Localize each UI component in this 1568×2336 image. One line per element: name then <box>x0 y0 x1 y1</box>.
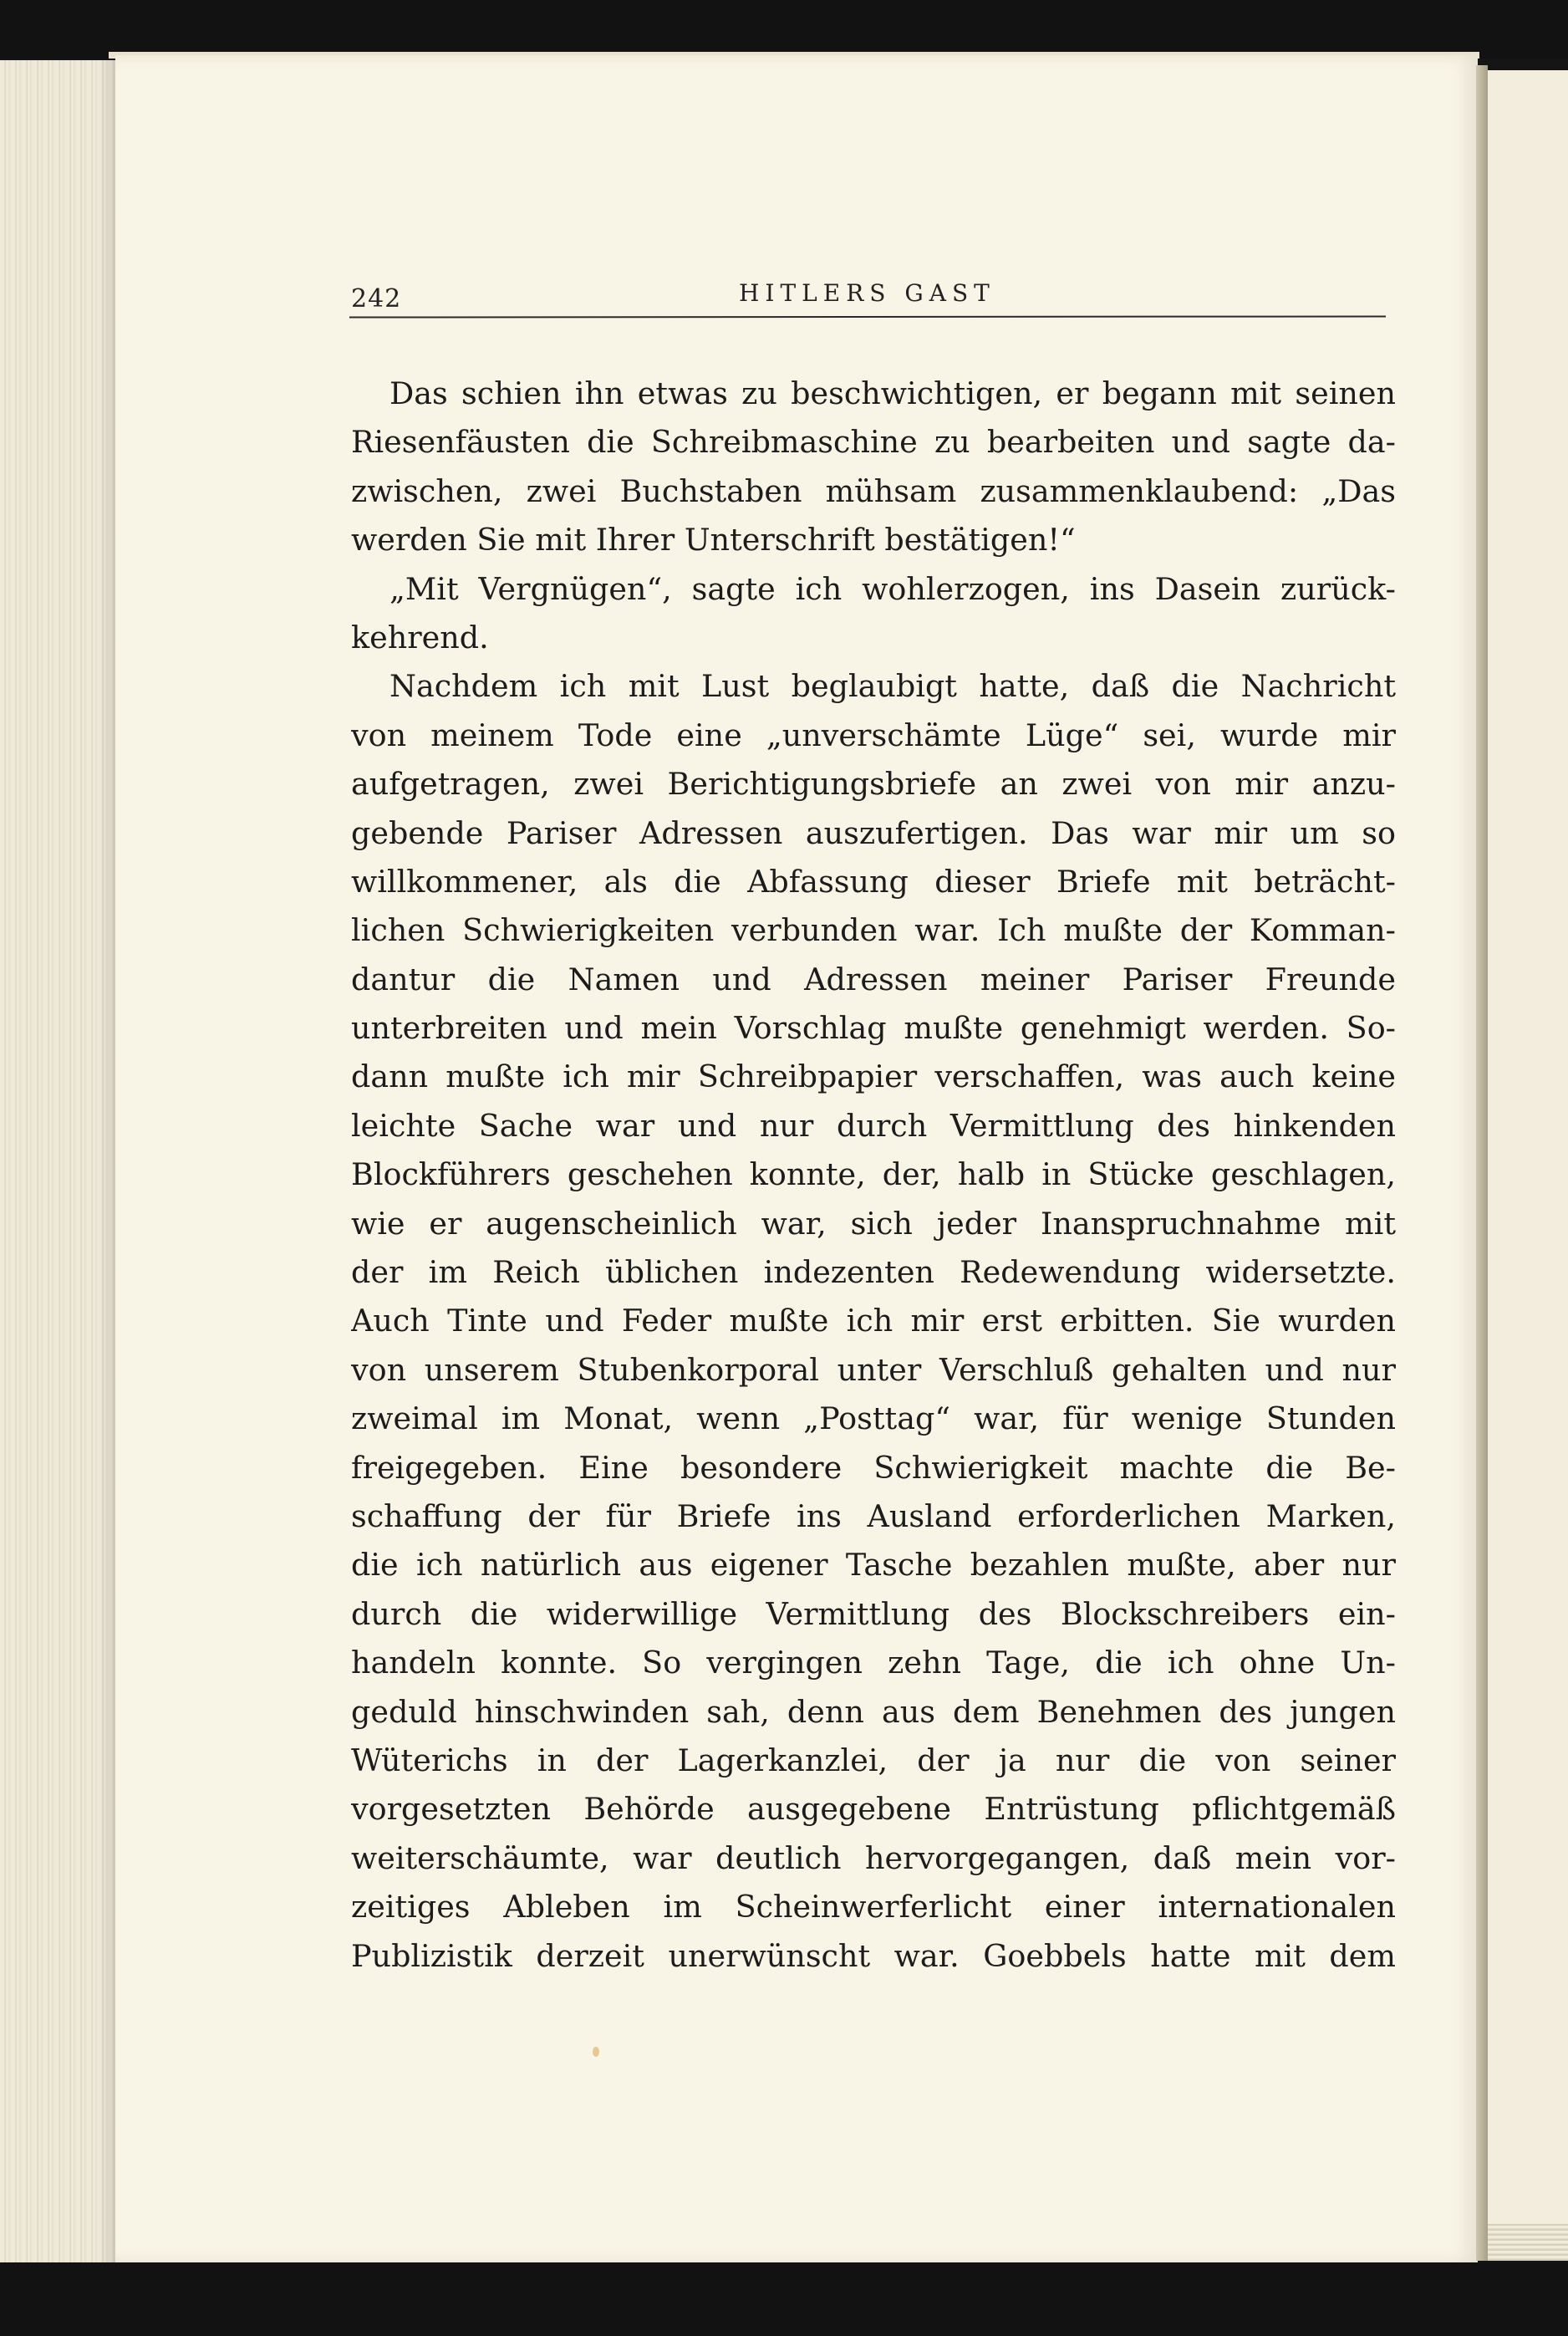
text-line: Blockführers geschehen konnte, der, halb in Stücke geschlagen, <box>351 1156 1396 1193</box>
scan-background-top <box>0 0 1568 59</box>
text-line: von unserem Stubenkorporal unter Verschluß gehalten und nur <box>351 1351 1396 1388</box>
running-title: HITLERS GAST <box>739 279 995 307</box>
text-line: Auch Tinte und Feder mußte ich mir erst erbitten. Sie wurden <box>351 1303 1396 1339</box>
text-line: Das schien ihn etwas zu beschwichtigen, er begann mit seinen <box>389 375 1396 411</box>
text-line: unterbreiten und mein Vorschlag mußte genehmigt werden. So- <box>351 1010 1396 1047</box>
text-line: durch die widerwillige Vermittlung des Blockschreibers ein- <box>351 1595 1396 1632</box>
text-line: Riesenfäusten die Schreibmaschine zu bearbeiten und sagte da- <box>351 424 1396 461</box>
text-line: Publizistik derzeit unerwünscht war. Goebbels hatte mit dem <box>351 1937 1396 1974</box>
text-line: der im Reich üblichen indezenten Redewendung widersetzte. <box>351 1254 1396 1291</box>
facing-page-leaves <box>1488 2224 1568 2261</box>
text-line: aufgetragen, zwei Berichtigungsbriefe an zwei von mir anzu- <box>351 766 1396 803</box>
text-line: kehrend. <box>351 619 489 655</box>
text-line: vorgesetzten Behörde ausgegebene Entrüstung pflichtgemäß <box>351 1791 1396 1828</box>
text-line: zwischen, zwei Buchstaben mühsam zusammenklaubend: „Das <box>351 472 1396 509</box>
text-line: lichen Schwierigkeiten verbunden war. Ich mußte der Komman- <box>351 912 1396 949</box>
text-line: dantur die Namen und Adressen meiner Pariser Freunde <box>351 961 1396 997</box>
text-line: Wüterichs in der Lagerkanzlei, der ja nur die von seiner <box>351 1742 1396 1778</box>
book-gutter <box>1476 65 1488 2261</box>
text-line: gebende Pariser Adressen auszufertigen. Das war mir um so <box>351 814 1396 851</box>
text-line: die ich natürlich aus eigener Tasche bezahlen mußte, aber nur <box>351 1547 1396 1584</box>
page-edges-shadow <box>99 60 117 2264</box>
text-line: „Mit Vergnügen“, sagte ich wohlerzogen, ins Dasein zurück- <box>389 570 1396 607</box>
paper-speck <box>593 2047 599 2057</box>
text-line: willkommener, als die Abfassung dieser Briefe mit beträcht- <box>351 863 1396 900</box>
text-line: von meinem Tode eine „unverschämte Lüge“ sei, wurde mir <box>351 717 1396 753</box>
facing-page-edge <box>1488 70 1568 2261</box>
text-line: geduld hinschwinden sah, denn aus dem Benehmen des jungen <box>351 1693 1396 1730</box>
scan-background-bottom <box>0 2262 1568 2336</box>
text-line: Nachdem ich mit Lust beglaubigt hatte, daß die Nachricht <box>389 668 1396 705</box>
text-line: werden Sie mit Ihrer Unterschrift bestätigen!“ <box>351 522 1076 558</box>
text-line: freigegeben. Eine besondere Schwierigkeit machte die Be- <box>351 1449 1396 1486</box>
text-line: leichte Sache war und nur durch Vermittlung des hinkenden <box>351 1107 1396 1144</box>
text-line: zeitiges Ableben im Scheinwerferlicht einer internationalen <box>351 1889 1396 1925</box>
page-number: 242 <box>351 284 402 314</box>
body-text <box>351 370 1396 1981</box>
text-line: schaffung der für Briefe ins Ausland erforderlichen Marken, <box>351 1497 1396 1534</box>
text-line: weiterschäumte, war deutlich hervorgegangen, daß mein vor- <box>351 1839 1396 1876</box>
text-line: wie er augenscheinlich war, sich jeder Inanspruchnahme mit <box>351 1205 1396 1242</box>
text-line: dann mußte ich mir Schreibpapier verschaffen, was auch keine <box>351 1058 1396 1095</box>
text-line: zweimal im Monat, wenn „Posttag“ war, für wenige Stunden <box>351 1400 1396 1437</box>
text-line: handeln konnte. So vergingen zehn Tage, die ich ohne Un- <box>351 1645 1396 1681</box>
